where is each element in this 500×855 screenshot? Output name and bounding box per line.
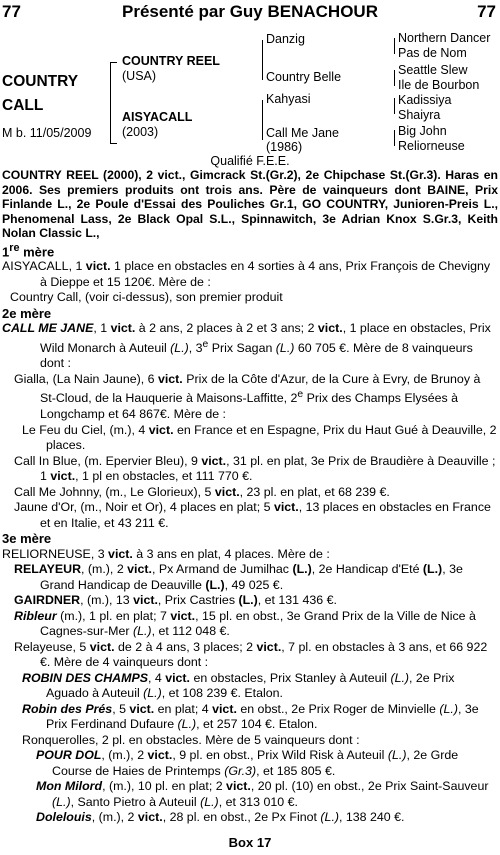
m3-description: RELIORNEUSE, 3 vict. à 3 ans en plat, 4 places. Mère de : (2, 546, 330, 561)
qualification: Qualifié F.E.E. (210, 154, 290, 168)
horse-name-line2: CALL (2, 97, 44, 114)
m2-child-jaune-dor: Jaune d'Or, (m., Noir et Or), 4 places en plat; 5 vict., 13 places en obstacles en France et en Italie, et 43 211 €. (14, 500, 491, 530)
m3-grandchild-robin-des-champs: ROBIN DES CHAMPS, 4 vict. en obstacles, Prix Stanley à Auteuil (L.), 2e Prix Aguado à Auteuil (L.), et 108 239 €. Etalon. (22, 670, 455, 701)
gen3-4: Ile de Bourbon (398, 78, 480, 92)
gen3-1: Northern Dancer (398, 31, 491, 45)
m2-child-call-in-blue: Call In Blue, (m. Epervier Bleu), 9 vict., 31 pl. en plat, 3e Prix de Braudière à Deauville ; 1 vict., 1 pl en obstacles, et 111 770 €. (14, 453, 496, 484)
m1-child: Country Call, (voir ci-dessus), son premier produit (10, 290, 283, 305)
m3-heading: 3e mère (2, 531, 52, 547)
gen3-3: Seattle Slew (398, 63, 468, 77)
lot-number-right: 77 (477, 2, 496, 21)
m2-grandchild: Le Feu du Ciel, (m.), 4 vict. en France et en Espagne, Prix du Haut Gué à Deauville, 2 places. (22, 422, 497, 453)
box-label: Box 17 (228, 835, 272, 850)
lot-number-left: 77 (2, 2, 21, 21)
m3-grandchild-robin-des-pres: Robin des Prés, 5 vict. en plat; 4 vict. en obst., 2e Prix Roger de Minvielle (L.), 3e Prix Ferdinand Dufaure (L.), et 257 104 €. Etalon. (22, 701, 479, 732)
dam-sire: Kahyasi (266, 92, 311, 106)
gen3-8: Reliorneuse (398, 139, 465, 153)
sire-name: COUNTRY REEL (122, 54, 220, 68)
pedigree-bracket-3b (394, 70, 395, 86)
pedigree-bracket-3c (394, 98, 395, 114)
dam-year: (2003) (122, 125, 159, 139)
page-title: Présenté par Guy BENACHOUR (121, 2, 378, 21)
pedigree-notes (2, 168, 498, 826)
gen3-6: Shaiyra (398, 108, 441, 122)
dam-name: AISYACALL (122, 110, 193, 124)
m2-description: CALL ME JANE, 1 vict. à 2 ans, 2 places à 2 et 3 ans; 2 vict., 1 place en obstacles, Prix Wild Monarch à Auteuil (L.), 3e Prix Sagan (L.) 60 705 €. Mère de 8 vainqueurs dont : (2, 321, 491, 371)
m2-child-call-me-johnny: Call Me Johnny, (m., Le Glorieux), 5 vict., 23 pl. en plat, et 68 239 €. (14, 484, 390, 499)
pedigree-bracket-1 (110, 62, 117, 144)
m3-child-relayeur: RELAYEUR, (m.), 2 vict., Px Armand de Jumilhac (L.), 2e Handicap d'Eté (L.), 3e Grand Handicap de Deauville (L.), 49 025 €. (14, 562, 463, 592)
m3-great-grandchild-mon-milord: Mon Milord, (m.), 10 pl. en plat; 2 vict., 20 pl. (10) en obst., 2e Prix Saint-Sauveur (L.), Santo Pietro à Auteuil (L.), et 313 010 €. (36, 779, 489, 809)
horse-name (2, 70, 78, 118)
m2-heading: 2e mère (2, 305, 52, 321)
gen3-2: Pas de Nom (398, 46, 467, 60)
m3-grandchild-ronquerolles: Ronquerolles, 2 pl. en obstacles. Mère de 5 vainqueurs dont : (22, 732, 360, 747)
m3-great-grandchild-dolelouis: Dolelouis, (m.), 2 vict., 28 pl. en obst., 2e Px Finot (L.), 138 240 €. (36, 810, 405, 825)
m2-child-gialla: Gialla, (La Nain Jaune), 6 vict. Prix de la Côte d'Azur, de la Cure à Evry, de Brunoy à St-Cloud, de la Hauquerie à Maisons-Laffitte, 2e Prix des Champs Elysées à Longchamp et 64 867€. Mère de : (14, 371, 481, 422)
dam-dam-year: (1986) (266, 140, 303, 154)
gen3-5: Kadissiya (398, 93, 452, 107)
m1-description: AISYACALL, 1 vict. 1 place en obstacles en 4 sorties à 4 ans, Prix François de Chevigny à Dieppe et 15 120€. Mère de : (2, 259, 491, 289)
pedigree-bracket-3d (394, 130, 395, 146)
m3-child-gairdner: GAIRDNER, (m.), 13 vict., Prix Castries (L.), et 131 436 €. (14, 593, 337, 608)
sire-description: COUNTRY REEL (2000), 2 vict., Gimcrack St.(Gr.2), 2e Chipchase St.(Gr.3). Haras en 2006. Ses premiers produits ont trois ans. Père de vainqueurs dont BAINE, Prix Finlande L., 2e Poule d'Essai des Pouliches Gr.1, GO COUNTRY, Junioren-Preis L., Phenomenal Lass, 2e Black Opal S.L., Spinnawitch, 3e Adrian Knox S.Gr.3, Keith Nolan Classic L., (2, 168, 498, 240)
horse-birth: M b. 11/05/2009 (2, 126, 92, 140)
sire-origin: (USA) (122, 69, 157, 83)
pedigree-bracket-2a (262, 40, 263, 80)
gen3-7: Big John (398, 124, 447, 138)
sire-dam: Country Belle (266, 70, 342, 84)
m3-great-grandchild-pour-dol: POUR DOL, (m.), 2 vict., 9 pl. en obst., Prix Wild Risk à Auteuil (L.), 2e Grde Course de Haies de Printemps (Gr.3), et 185 805 €. (36, 748, 459, 778)
m3-child-relayeuse: Relayeuse, 5 vict. de 2 à 4 ans, 3 places; 2 vict., 7 pl. en obstacles à 3 ans, et 66 922 €. Mère de 4 vainqueurs dont : (14, 639, 488, 670)
pedigree-bracket-3a (394, 38, 395, 54)
sire-sire: Danzig (266, 32, 305, 46)
horse-name-line1: COUNTRY (2, 73, 79, 90)
dam-dam: Call Me Jane (266, 126, 339, 140)
m1-heading: 1re mère (2, 241, 55, 259)
m3-child-ribleur: Ribleur (m.), 1 pl. en plat; 7 vict., 15 pl. en obst., 3e Grand Prix de la Ville de Nice à Cagnes-sur-Mer (L.), et 112 048 €. (14, 608, 476, 639)
pedigree-bracket-2b (262, 100, 263, 140)
